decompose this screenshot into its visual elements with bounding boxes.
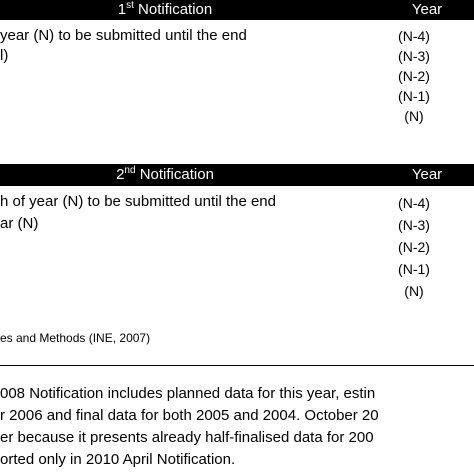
table1-description-line: l) xyxy=(0,47,9,64)
table2-year-cell: (N-2) xyxy=(398,239,430,255)
footnote-line: er because it presents already half-finalised data for 200 xyxy=(0,429,374,446)
source-note: es and Methods (INE, 2007) xyxy=(0,331,151,345)
table1-header xyxy=(0,0,474,20)
table2-description-line: h of year (N) to be submitted until the end xyxy=(0,193,276,210)
footnote-line: 008 Notification includes planned data for this year, estin xyxy=(0,385,376,402)
table1-description-line: year (N) to be submitted until the end xyxy=(0,27,247,44)
table1-title: 1st Notification xyxy=(117,0,213,18)
table1-year-cell: (N) xyxy=(404,108,424,124)
footnote-line: r 2006 and final data for both 2005 and 2004. October 20 xyxy=(0,407,379,424)
divider xyxy=(0,365,474,366)
table1-year-cell: (N-2) xyxy=(398,68,430,84)
table2-year-cell: (N-1) xyxy=(398,261,430,277)
table2-year-header: Year xyxy=(411,166,443,183)
table2-year-cell: (N-4) xyxy=(398,195,430,211)
footnote-line: orted only in 2010 April Notification. xyxy=(0,451,236,468)
table2-header xyxy=(0,164,474,186)
table2-year-list xyxy=(385,192,443,302)
table1-year-list xyxy=(385,26,443,126)
table1-year-cell: (N-3) xyxy=(398,48,430,64)
table1-year-cell: (N-1) xyxy=(398,88,430,104)
table1-year-cell: (N-4) xyxy=(398,28,430,44)
table2-year-cell: (N) xyxy=(404,283,424,299)
table1-year-header: Year xyxy=(411,1,443,18)
table2-description-line: ar (N) xyxy=(0,215,39,232)
table2-year-cell: (N-3) xyxy=(398,217,430,233)
table2-title: 2nd Notification xyxy=(116,165,214,183)
